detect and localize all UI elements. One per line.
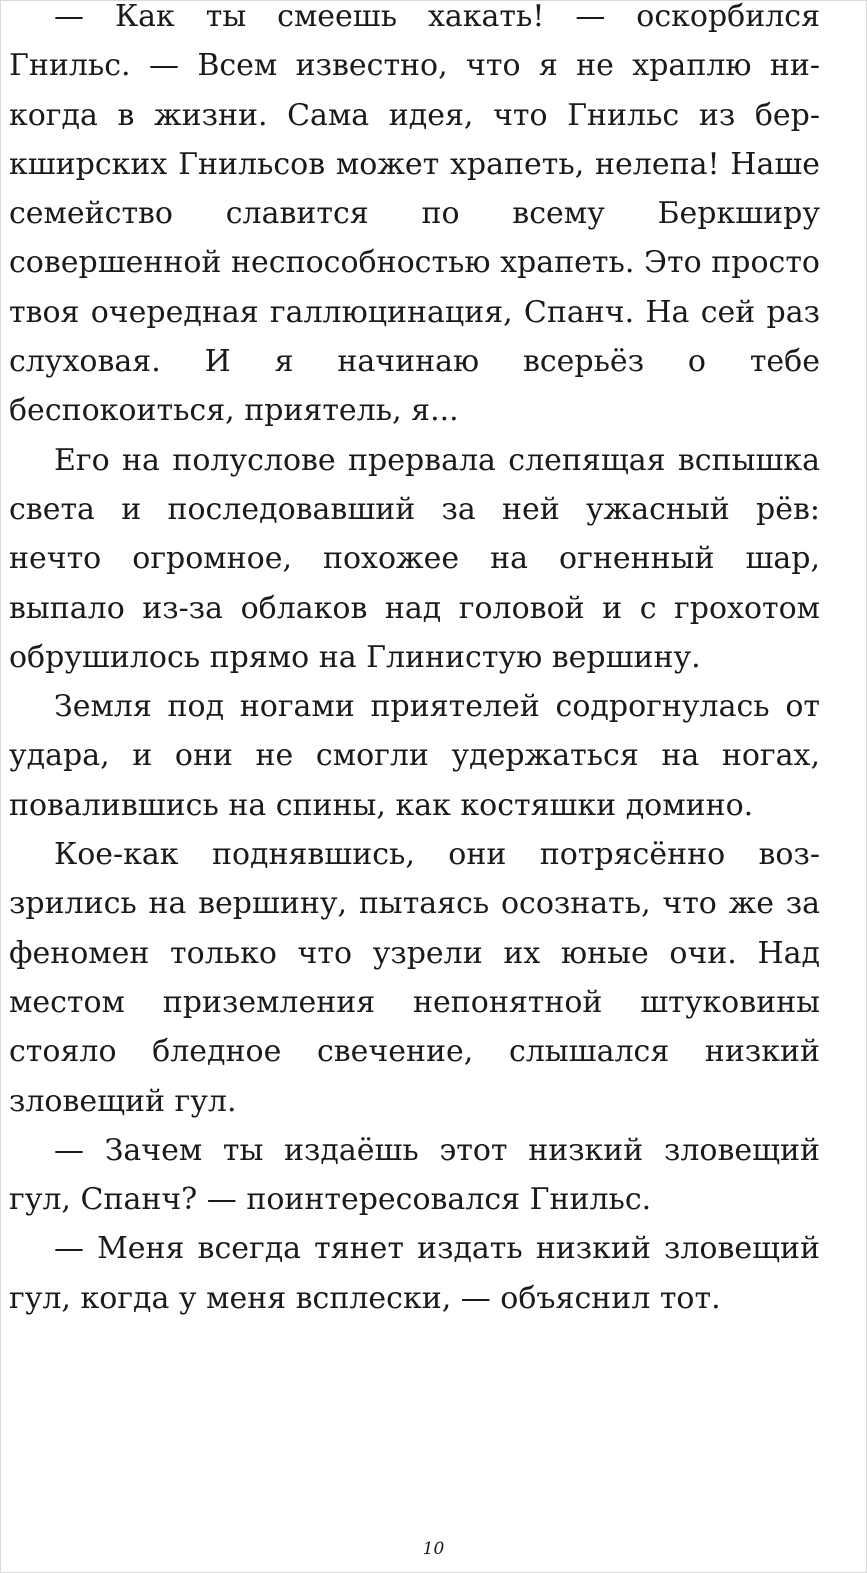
paragraph: Его на полуслове прервала слепящая вспышка света и последовавший за ней ужасный рёв: нечто огромное, похожее на огненный шар, выпало из-за облаков над головой и с грохотом обрушилось прямо на Глинистую вершину.	[9, 442, 820, 675]
page-number: 10	[422, 1539, 445, 1559]
page-body-text	[9, 0, 820, 1323]
paragraph: — Зачем ты издаёшь этот низкий зловещий гул, Спанч? — поинтересовался Гнильс.	[9, 1132, 820, 1218]
paragraph: — Как ты смеешь хакать! — оскорбился Гнильс. — Всем известно, что я не храплю никогда в жизни. Сама идея, что Гнильс из беркширских Гнильсов может храпеть, нелепа! Наше семейство славится по всему Беркширу совершенной неспособностью храпеть. Это просто твоя очередная галлюцинация, Спанч. На сей раз слуховая. И я начинаю всерьёз о тебе беспокоиться, приятель, я...	[9, 0, 820, 429]
paragraph: Кое-как поднявшись, они потрясённо воззрились на вершину, пытаясь осознать, что же за феномен только что узрели их юные очи. Над местом приземления непонятной штуковины стояло бледное свечение, слышался низкий зловещий гул.	[9, 837, 820, 1119]
paragraph: Земля под ногами приятелей содрогнулась от удара, и они не смогли удержаться на ногах, повалившись на спины, как костяшки домино.	[9, 689, 820, 823]
paragraph: — Меня всегда тянет издать низкий зловещий гул, когда у меня всплески, — объяснил тот.	[9, 1231, 820, 1316]
